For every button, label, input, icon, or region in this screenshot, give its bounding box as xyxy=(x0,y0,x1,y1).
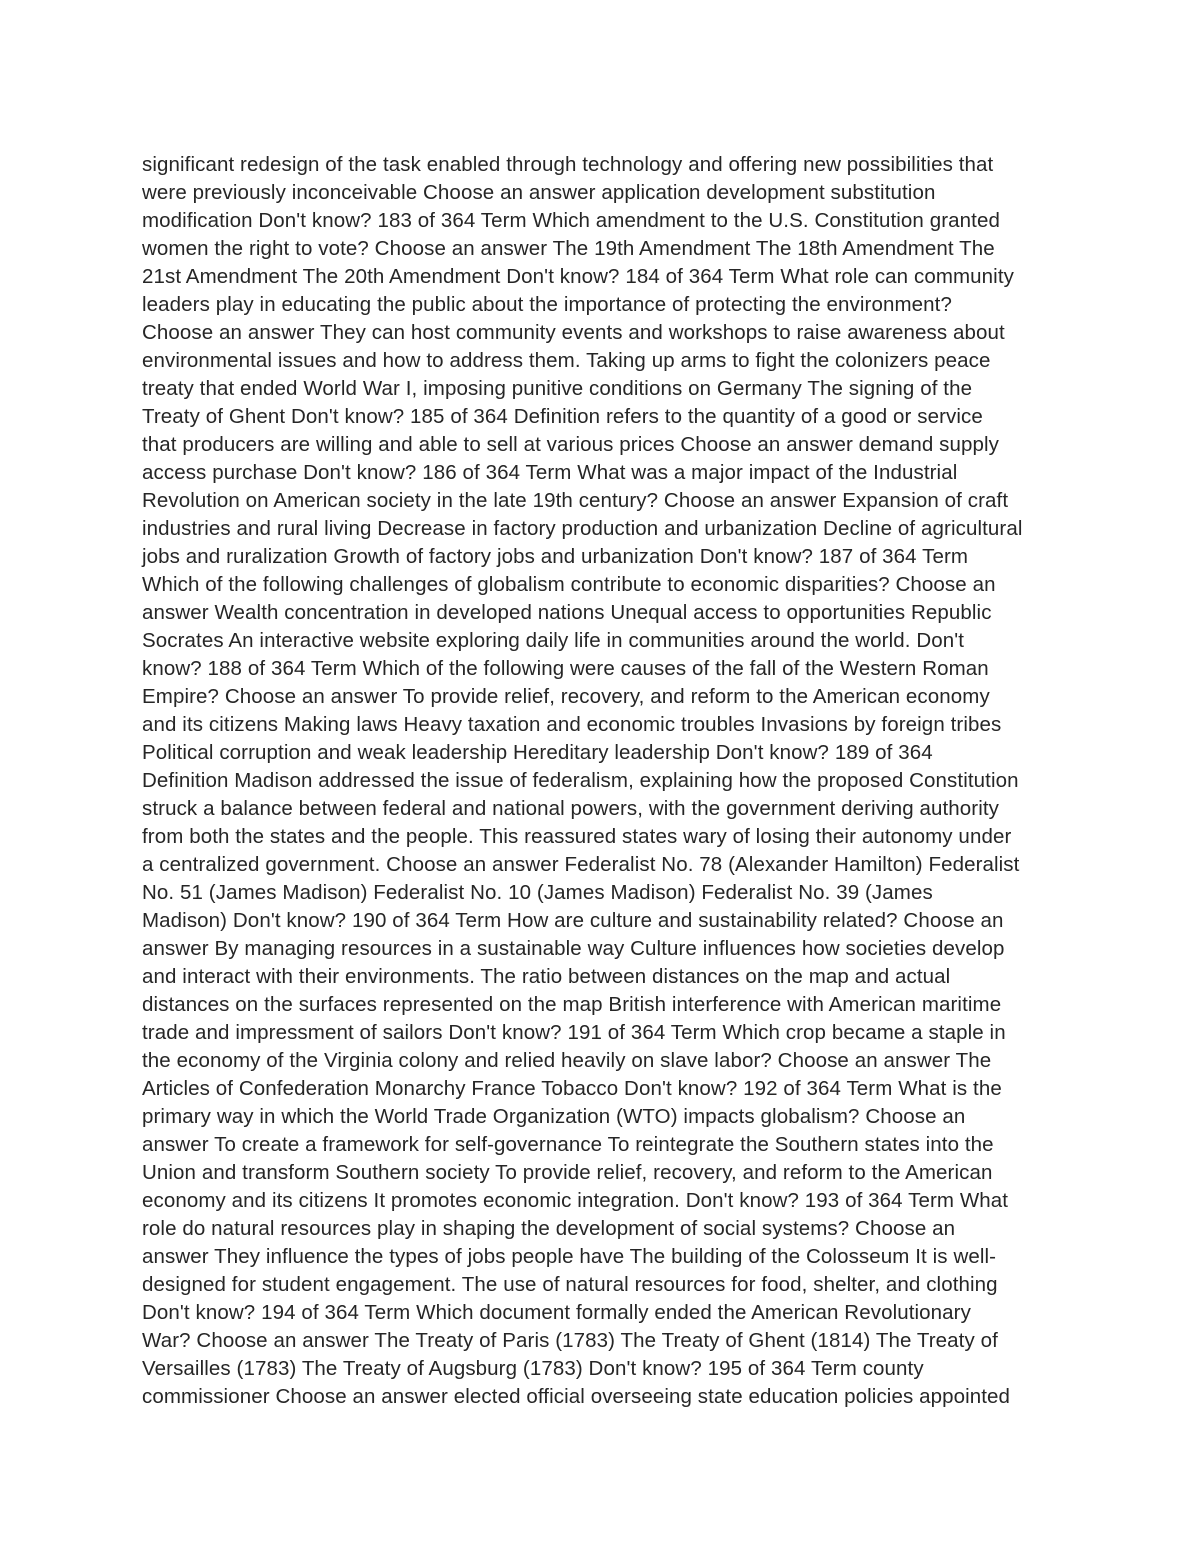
text-line: industries and rural living Decrease in factory production and urbanization Decline of agricultural xyxy=(142,517,1023,540)
text-line: role do natural resources play in shaping the development of social systems? Choose an xyxy=(142,1217,956,1240)
text-line: that producers are willing and able to sell at various prices Choose an answer demand supply xyxy=(142,433,1000,456)
text-line: Choose an answer They can host community events and workshops to raise awareness about xyxy=(142,321,1005,344)
text-line: and interact with their environments. The ratio between distances on the map and actual xyxy=(142,965,951,988)
text-line: access purchase Don't know? 186 of 364 Term What was a major impact of the Industrial xyxy=(142,461,958,484)
text-line: answer To create a framework for self-governance To reintegrate the Southern states into the xyxy=(142,1133,994,1156)
text-line: from both the states and the people. This reassured states wary of losing their autonomy under xyxy=(142,825,1012,848)
text-line: the economy of the Virginia colony and relied heavily on slave labor? Choose an answer The xyxy=(142,1049,992,1072)
text-line: Empire? Choose an answer To provide relief, recovery, and reform to the American economy xyxy=(142,685,990,708)
text-line: Revolution on American society in the late 19th century? Choose an answer Expansion of craft xyxy=(142,489,1009,512)
text-line: Madison) Don't know? 190 of 364 Term How are culture and sustainability related? Choose an xyxy=(142,909,1004,932)
body-text xyxy=(142,151,1082,1411)
text-line: answer They influence the types of jobs people have The building of the Colosseum It is well- xyxy=(142,1245,997,1268)
text-line: Don't know? 194 of 364 Term Which document formally ended the American Revolutionary xyxy=(142,1301,971,1324)
text-line: designed for student engagement. The use of natural resources for food, shelter, and clothing xyxy=(142,1273,998,1296)
text-line: modification Don't know? 183 of 364 Term Which amendment to the U.S. Constitution granted xyxy=(142,209,1000,232)
text-line: Which of the following challenges of globalism contribute to economic disparities? Choose an xyxy=(142,573,996,596)
text-line: Treaty of Ghent Don't know? 185 of 364 Definition refers to the quantity of a good or service xyxy=(142,405,983,428)
text-line: were previously inconceivable Choose an answer application development substitution xyxy=(142,181,936,204)
text-line: answer Wealth concentration in developed nations Unequal access to opportunities Republic xyxy=(142,601,992,624)
text-line: know? 188 of 364 Term Which of the following were causes of the fall of the Western Roman xyxy=(142,657,989,680)
text-line: environmental issues and how to address them. Taking up arms to fight the colonizers peace xyxy=(142,349,991,372)
text-line: primary way in which the World Trade Organization (WTO) impacts globalism? Choose an xyxy=(142,1105,966,1128)
text-line: Socrates An interactive website exploring daily life in communities around the world. Don't xyxy=(142,629,965,652)
text-line: a centralized government. Choose an answer Federalist No. 78 (Alexander Hamilton) Federalist xyxy=(142,853,1020,876)
text-line: significant redesign of the task enabled through technology and offering new possibilities that xyxy=(142,153,994,176)
text-line: and its citizens Making laws Heavy taxation and economic troubles Invasions by foreign tribes xyxy=(142,713,1002,736)
text-line: treaty that ended World War I, imposing punitive conditions on Germany The signing of the xyxy=(142,377,973,400)
text-line: economy and its citizens It promotes economic integration. Don't know? 193 of 364 Term What xyxy=(142,1189,1009,1212)
text-line: women the right to vote? Choose an answer The 19th Amendment The 18th Amendment The xyxy=(142,237,995,260)
text-line: Versailles (1783) The Treaty of Augsburg (1783) Don't know? 195 of 364 Term county xyxy=(142,1357,924,1380)
text-line: War? Choose an answer The Treaty of Paris (1783) The Treaty of Ghent (1814) The Treaty of xyxy=(142,1329,998,1352)
text-line: Definition Madison addressed the issue of federalism, explaining how the proposed Constitution xyxy=(142,769,1019,792)
text-line: Political corruption and weak leadership Hereditary leadership Don't know? 189 of 364 xyxy=(142,741,933,764)
text-line: distances on the surfaces represented on the map British interference with American maritime xyxy=(142,993,1002,1016)
text-line: commissioner Choose an answer elected official overseeing state education policies appointed xyxy=(142,1385,1011,1408)
text-line: struck a balance between federal and national powers, with the government deriving authority xyxy=(142,797,1000,820)
text-line: trade and impressment of sailors Don't know? 191 of 364 Term Which crop became a staple in xyxy=(142,1021,1006,1044)
text-line: 21st Amendment The 20th Amendment Don't know? 184 of 364 Term What role can community xyxy=(142,265,1014,288)
text-line: answer By managing resources in a sustainable way Culture influences how societies develop xyxy=(142,937,1005,960)
text-line: leaders play in educating the public about the importance of protecting the environment? xyxy=(142,293,952,316)
text-line: No. 51 (James Madison) Federalist No. 10 (James Madison) Federalist No. 39 (James xyxy=(142,881,933,904)
text-line: Articles of Confederation Monarchy France Tobacco Don't know? 192 of 364 Term What is the xyxy=(142,1077,1002,1100)
text-line: jobs and ruralization Growth of factory jobs and urbanization Don't know? 187 of 364 Term xyxy=(142,545,969,568)
text-line: Union and transform Southern society To provide relief, recovery, and reform to the American xyxy=(142,1161,993,1184)
